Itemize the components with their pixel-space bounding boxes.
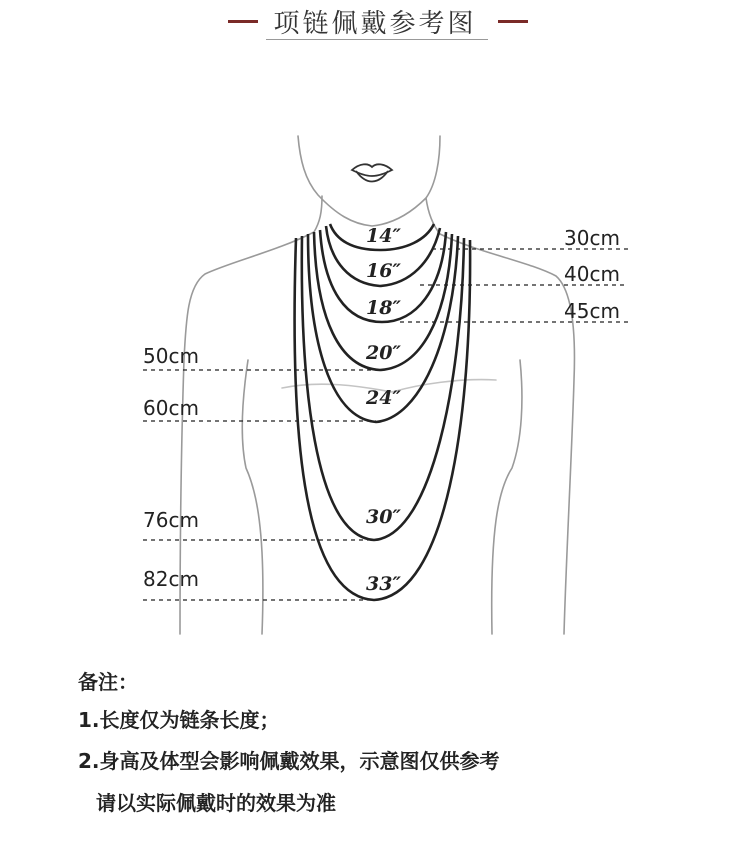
body-outline <box>180 136 574 634</box>
note-line-2: 2.身高及体型会影响佩戴效果，示意图仅供参考 <box>78 749 500 773</box>
inch-label-18: 18″ <box>366 297 401 319</box>
inch-label-20: 20″ <box>366 342 401 364</box>
cm-label-82: 82cm <box>143 567 199 591</box>
notes-heading: 备注： <box>78 670 138 694</box>
inch-label-16: 16″ <box>366 260 401 282</box>
note-line-3: 请以实际佩戴时的效果为准 <box>96 791 336 815</box>
neck-right <box>426 198 440 234</box>
inch-label-33: 33″ <box>366 573 401 595</box>
inch-label-30: 30″ <box>366 506 401 528</box>
page-title: 项链佩戴参考图 <box>273 9 477 39</box>
cm-label-50: 50cm <box>143 344 199 368</box>
lips <box>352 164 392 181</box>
inch-label-14: 14″ <box>366 225 401 247</box>
cm-label-60: 60cm <box>143 396 199 420</box>
left-torso <box>242 360 263 634</box>
note-line-1: 1.长度仅为链条长度； <box>78 708 280 732</box>
cm-label-30: 30cm <box>564 226 620 250</box>
cm-label-40: 40cm <box>564 262 620 286</box>
cm-label-45: 45cm <box>564 299 620 323</box>
neck-left <box>314 196 322 232</box>
inch-label-24: 24″ <box>366 387 401 409</box>
cm-label-76: 76cm <box>143 508 199 532</box>
right-torso <box>492 360 522 634</box>
